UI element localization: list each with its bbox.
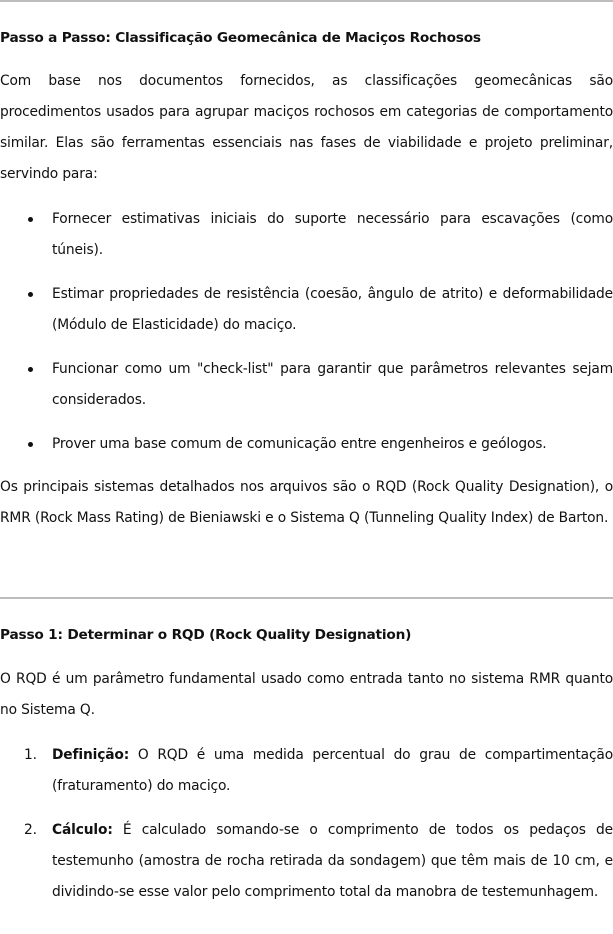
bullet-icon <box>28 442 33 447</box>
list-item-number: 2. <box>24 822 37 838</box>
list-item-text: É calculado somando-se o comprimento de todos os pedaços de testemunho (amostra de rocha retirada da sondagem) que têm mais de 10 cm, e dividindo-se esse valor pelo comprimento total da manobra de testemunhagem. <box>52 822 613 900</box>
list-item <box>0 815 613 908</box>
list-item-label: Cálculo: <box>52 822 113 838</box>
top-divider <box>0 0 613 2</box>
list-item <box>0 279 613 341</box>
list-item-text: Prover uma base comum de comunicação entre engenheiros e geólogos. <box>52 436 547 452</box>
section-title-intro: Passo a Passo: Classificação Geomecânica de Maciços Rochosos <box>0 30 481 46</box>
section-title-step1: Passo 1: Determinar o RQD (Rock Quality Designation) <box>0 627 412 643</box>
list-item-text: Fornecer estimativas iniciais do suporte necessário para escavações (como túneis). <box>52 211 613 258</box>
list-item <box>0 740 613 802</box>
systems-paragraph: Os principais sistemas detalhados nos arquivos são o RQD (Rock Quality Designation), o RMR (Rock Mass Rating) de Bieniawski e o Sistema Q (Tunneling Quality Index) de Barton. <box>0 479 613 526</box>
bullet-icon <box>28 292 33 297</box>
rqd-paragraph: O RQD é um parâmetro fundamental usado como entrada tanto no sistema RMR quanto no Sistema Q. <box>0 671 613 718</box>
list-item-text: Funcionar como um "check-list" para garantir que parâmetros relevantes sejam considerados. <box>52 361 613 408</box>
list-item-text: Estimar propriedades de resistência (coesão, ângulo de atrito) e deformabilidade (Módulo de Elasticidade) do maciço. <box>52 286 613 333</box>
list-item-label: Definição: <box>52 747 130 763</box>
list-item <box>0 204 613 266</box>
list-item <box>0 354 613 416</box>
list-item-text: O RQD é uma medida percentual do grau de compartimentação (fraturamento) do maciço. <box>52 747 613 794</box>
bullet-icon <box>28 367 33 372</box>
bullet-icon <box>28 217 33 222</box>
intro-paragraph: Com base nos documentos fornecidos, as classificações geomecânicas são procedimentos usados para agrupar maciços rochosos em categorias de comportamento similar. Elas são ferramentas essenciais nas fases de viabilidade e projeto preliminar, servindo para: <box>0 73 613 182</box>
section-divider <box>0 597 613 599</box>
list-item <box>0 429 613 460</box>
rqd-steps-list <box>0 740 613 921</box>
benefits-list <box>0 204 613 473</box>
list-item-number: 1. <box>24 747 37 763</box>
